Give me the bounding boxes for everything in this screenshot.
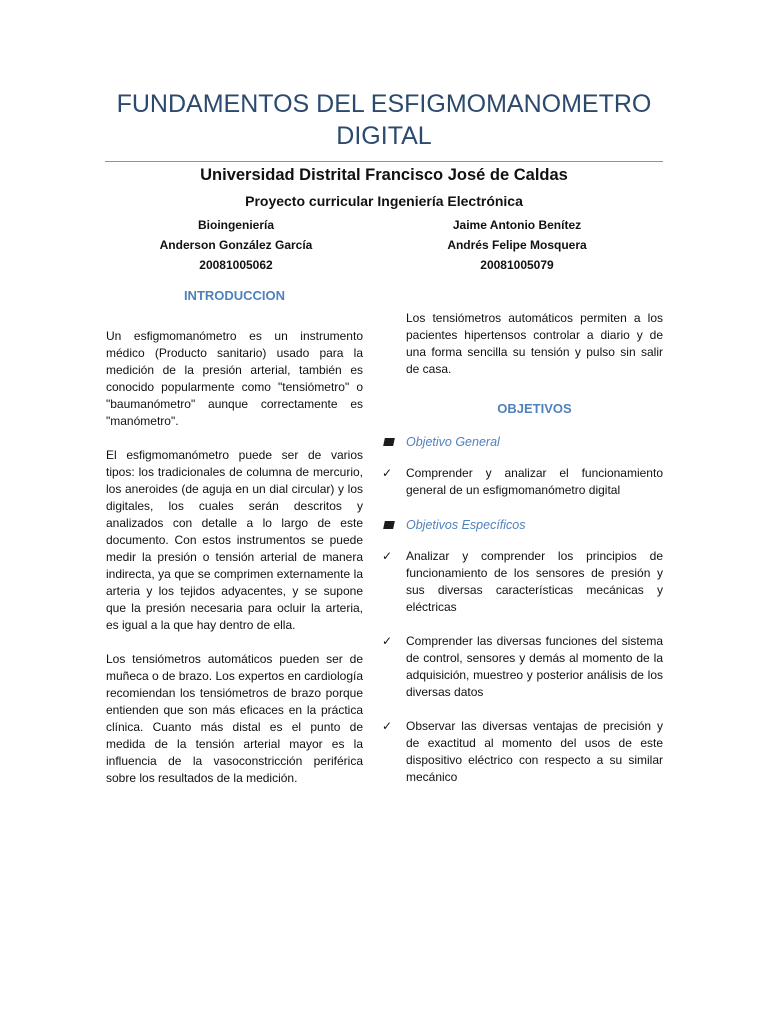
list-item [382, 633, 663, 701]
intro-paragraph-2: El esfigmomanómetro puede ser de varios tipos: los tradicionales de columna de mercurio, los aneroides (de aguja en un dial circular) y los digitales, los cuales serán descritos y analizados con detalle a lo largo de este documento. Con estos instrumentos se puede medir la presión o tensión arterial de manera indirecta, ya que se comprimen externamente la arteria y los tejidos adyacentes, y se supone que la presión necesaria para ocluir la arteria, es igual a la que hay dentro de ella. [106, 448, 363, 632]
author-right-name-1: Jaime Antonio Benítez [452, 218, 582, 232]
intro-paragraph-3: Los tensiómetros automáticos pueden ser de muñeca o de brazo. Los expertos en cardiología recomiendan los tensiómetros de brazo porque entienden que son más eficaces en la práctica clínica. Cuanto más distal es el punto de medida de la tensión arterial mayor es la influencia de la vasoconstricción periférica sobre los resultados de la medición. [106, 652, 363, 785]
specific-objectives-heading [406, 516, 663, 534]
author-left-name: Anderson González García [159, 238, 313, 252]
square-bullet-icon [383, 438, 395, 446]
general-objective-heading [406, 433, 663, 451]
intro-paragraph-1: Un esfigmomanómetro es un instrumento médico (Producto sanitario) usado para la medición de la presión arterial, también es conocido popularmente como "tensiómetro" o "baumanómetro" aunque correctamente es "manómetro". [106, 329, 363, 428]
university-name: Universidad Distrital Francisco José de Caldas [200, 166, 568, 184]
author-left-line-1: Bioingeniería [197, 218, 274, 232]
authors-left [106, 215, 366, 275]
general-objective-text: Comprender y analizar el funcionamiento general de un esfigmomanómetro digital [406, 466, 663, 497]
left-column [106, 286, 363, 787]
authors-right [387, 215, 647, 275]
checkmark-icon: ✓ [382, 466, 393, 480]
checkmark-icon: ✓ [382, 719, 393, 733]
document-title [105, 88, 663, 152]
list-item [382, 548, 663, 616]
specific-objective-2: Comprender las diversas funciones del sistema de control, sensores y demás al momento de la adquisición, muestreo y posterior análisis de los diversas datos [406, 634, 663, 699]
list-item [382, 718, 663, 786]
list-item [382, 465, 663, 499]
author-left-code: 20081005062 [199, 258, 273, 272]
objectives-heading: OBJETIVOS [497, 401, 572, 416]
title-divider [105, 161, 663, 162]
title-line-1: FUNDAMENTOS DEL ESFIGMOMANOMETRO [116, 90, 652, 118]
checkmark-icon: ✓ [382, 634, 393, 648]
automatic-tensiometer-paragraph: Los tensiómetros automáticos permiten a los pacientes hipertensos controlar a diario y de una forma sencilla su tensión y pulso sin salir de casa. [406, 311, 663, 376]
right-column [382, 310, 663, 803]
project-name: Proyecto curricular Ingeniería Electrónica [245, 193, 523, 209]
author-right-name-2: Andrés Felipe Mosquera [447, 238, 587, 252]
specific-objective-1: Analizar y comprender los principios de funcionamiento de los sensores de presión y sus diversas características mecánicas y eléctricas [406, 549, 663, 614]
title-line-2: DIGITAL [336, 122, 432, 150]
specific-objective-3: Observar las diversas ventajas de precisión y de exactitud al momento del usos de este dispositivo eléctrico con respecto a su similar mecánico [406, 719, 663, 784]
author-right-code: 20081005079 [480, 258, 554, 272]
specific-objectives-label: Objetivos Específicos [406, 518, 526, 532]
introduction-heading: INTRODUCCION [183, 288, 286, 303]
general-objective-label: Objetivo General [406, 435, 500, 449]
square-bullet-icon [383, 521, 395, 529]
checkmark-icon: ✓ [382, 549, 393, 563]
